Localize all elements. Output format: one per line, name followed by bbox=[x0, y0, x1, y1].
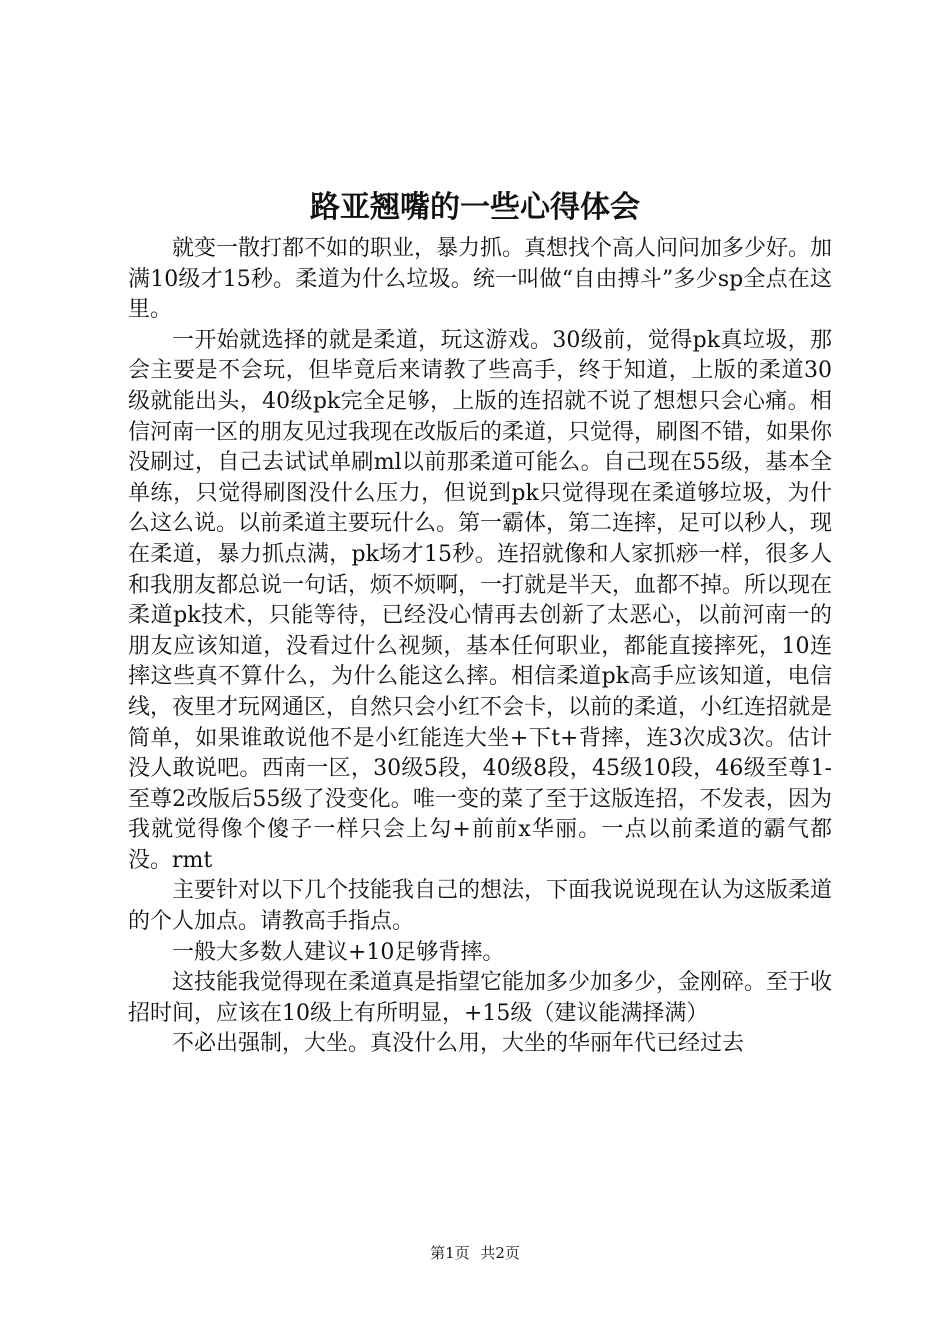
paragraph-5: 这技能我觉得现在柔道真是指望它能加多少加多少，金刚碎。至于收招时间，应该在10级上有所明显，+15级（建议能满择满） bbox=[128, 970, 833, 1026]
page-total: 共2页 bbox=[480, 1244, 520, 1262]
paragraph-1: 就变一散打都不如的职业，暴力抓。真想找个高人问问加多少好。加满10级才15秒。柔道为什么垃圾。统一叫做“自由搏斗”多少sp全点在这里。 bbox=[128, 236, 833, 323]
paragraph-2: 一开始就选择的就是柔道，玩这游戏。30级前，觉得pk真垃圾，那会主要是不会玩，但毕竟后来请教了些高手，终于知道，上版的柔道30级就能出头，40级pk完全足够，上版的连招就不说了想想只会心痛。相信河南一区的朋友见过我现在改版后的柔道，只觉得，刷图不错，如果你没刷过，自己去试试单刷ml以前那柔道可能么。自己现在55级，基本全单练，只觉得刷图没什么压力，但说到pk只觉得现在柔道够垃圾，为什么这么说。以前柔道主要玩什么。第一霸体，第二连摔，足可以秒人，现在柔道，暴力抓点满，pk场才15秒。连招就像和人家抓痧一样，很多人和我朋友都总说一句话，烦不烦啊，一打就是半天，血都不掉。所以现在柔道pk技术，只能等待，已经没心情再去创新了太恶心，以前河南一的朋友应该知道，没看过什么视频，基本任何职业，都能直接摔死，10连摔这些真不算什么，为什么能这么摔。相信柔道pk高手应该知道，电信线，夜里才玩网通区，自然只会小红不会卡，以前的柔道，小红连招就是简单，如果谁敢说他不是小红能连大坐+下t+背摔，连3次成3次。估计没人敢说吧。西南一区，30级5段，40级8段，45级10段，46级至尊1-至尊2改版后55级了没变化。唯一变的菜了至于这版连招，不发表，因为我就觉得像个傻子一样只会上勾+前前x华丽。一点以前柔道的霸气都没。rmt bbox=[128, 327, 833, 873]
paragraph-3: 主要针对以下几个技能我自己的想法，下面我说说现在认为这版柔道的个人加点。请教高手指点。 bbox=[128, 878, 833, 935]
paragraph-6: 不必出强制，大坐。真没什么用，大坐的华丽年代已经过去 bbox=[172, 1031, 745, 1057]
page-footer bbox=[0, 1242, 950, 1264]
document-body bbox=[128, 234, 832, 1060]
page-number: 第1页 bbox=[430, 1244, 470, 1262]
document-title: 路亚翘嘴的一些心得体会 bbox=[310, 190, 640, 225]
paragraph-4: 一般大多数人建议+10足够背摔。 bbox=[172, 939, 505, 965]
